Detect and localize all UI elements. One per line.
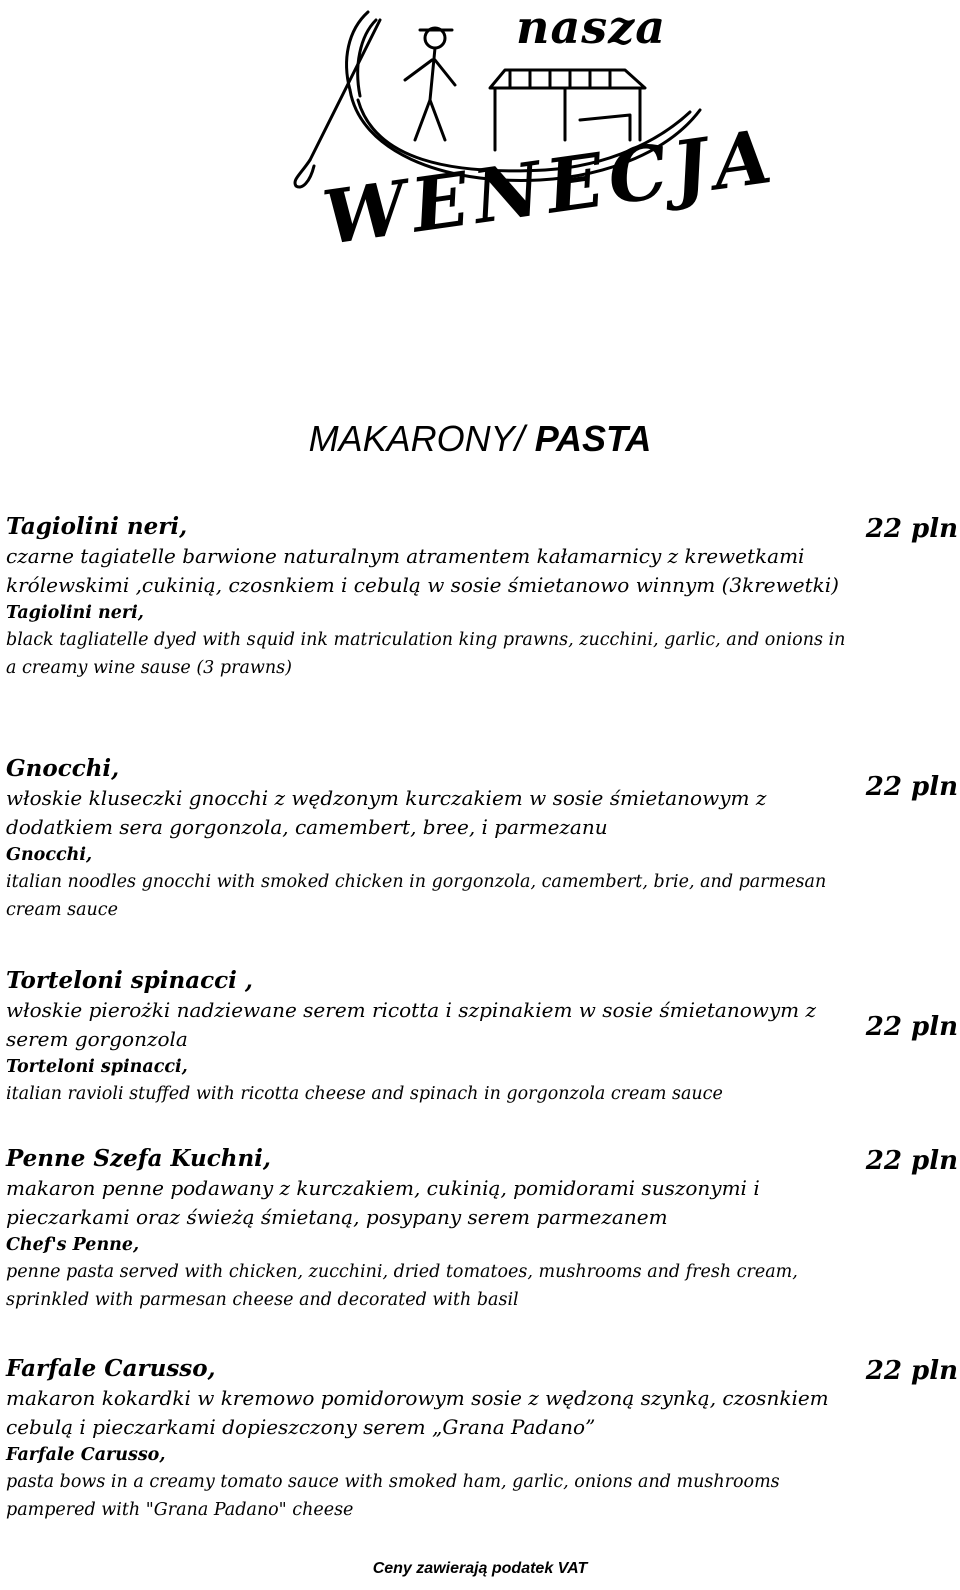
dish-name-pl: Gnocchi, xyxy=(6,755,120,782)
menu-item xyxy=(6,1144,846,1314)
dish-description-en: italian noodles gnocchi with smoked chicken in gorgonzola, camembert, brie, and parmesan cream sauce xyxy=(6,872,827,920)
title-en: PASTA xyxy=(534,418,652,459)
dish-price: 22 pln xyxy=(865,772,958,802)
title-pl: MAKARONY/ xyxy=(308,418,525,459)
menu-item xyxy=(6,754,846,924)
dish-name-en: Farfale Carusso, xyxy=(6,1445,166,1465)
dish-price: 22 pln xyxy=(865,1356,958,1386)
restaurant-logo xyxy=(280,0,783,270)
dish-description-en: pasta bows in a creamy tomato sauce with smoked ham, garlic, onions and mushrooms pampered with "Grana Padano" cheese xyxy=(6,1472,780,1520)
menu-item xyxy=(6,1354,846,1524)
menu-item xyxy=(6,512,846,682)
dish-name-en: Tagiolini neri, xyxy=(6,603,144,623)
dish-name-pl: Farfale Carusso, xyxy=(6,1355,216,1382)
logo-text-wenecja: WENECJA xyxy=(318,113,783,262)
dish-name-pl: Torteloni spinacci , xyxy=(6,967,253,994)
dish-name-pl: Tagiolini neri, xyxy=(6,513,188,540)
dish-price: 22 pln xyxy=(865,514,958,544)
dish-price: 22 pln xyxy=(865,1146,958,1176)
logo-text-nasza: nasza xyxy=(516,0,667,54)
dish-description-en: italian ravioli stuffed with ricotta cheese and spinach in gorgonzola cream sauce xyxy=(6,1084,723,1104)
dish-description-pl: makaron penne podawany z kurczakiem, cukinią, pomidorami suszonymi i pieczarkami oraz świeżą śmietaną, posypany serem parmezanem xyxy=(6,1176,760,1229)
dish-price: 22 pln xyxy=(865,1012,958,1042)
dish-description-pl: włoskie kluseczki gnocchi z wędzonym kurczakiem w sosie śmietanowym z dodatkiem sera gorgonzola, camembert, bree, i parmezanu xyxy=(6,786,767,839)
dish-description-en: black tagliatelle dyed with squid ink matriculation king prawns, zucchini, garlic, and onions in a creamy wine sause (3 prawns) xyxy=(6,630,846,678)
dish-name-en: Torteloni spinacci, xyxy=(6,1057,188,1077)
dish-description-pl: włoskie pierożki nadziewane serem ricotta i szpinakiem w sosie śmietanowym z serem gorgonzola xyxy=(6,998,817,1051)
dish-name-en: Chef's Penne, xyxy=(6,1235,140,1255)
dish-name-pl: Penne Szefa Kuchni, xyxy=(6,1145,271,1172)
dish-description-pl: makaron kokardki w kremowo pomidorowym sosie z wędzoną szynką, czosnkiem cebulą i pieczarkami dopieszczony serem „Grana Padano” xyxy=(6,1386,829,1439)
menu-item xyxy=(6,966,846,1108)
vat-note: Ceny zawierają podatek VAT xyxy=(372,1560,588,1577)
dish-description-pl: czarne tagiatelle barwione naturalnym atramentem kałamarnicy z krewetkami królewskimi ,cukinią, czosnkiem i cebulą w sosie śmietanowo winnym (3krewetki) xyxy=(6,544,839,597)
page-title xyxy=(0,418,960,460)
dish-description-en: penne pasta served with chicken, zucchini, dried tomatoes, mushrooms and fresh cream, sprinkled with parmesan cheese and decorated with basil xyxy=(6,1262,798,1310)
dish-name-en: Gnocchi, xyxy=(6,845,93,865)
